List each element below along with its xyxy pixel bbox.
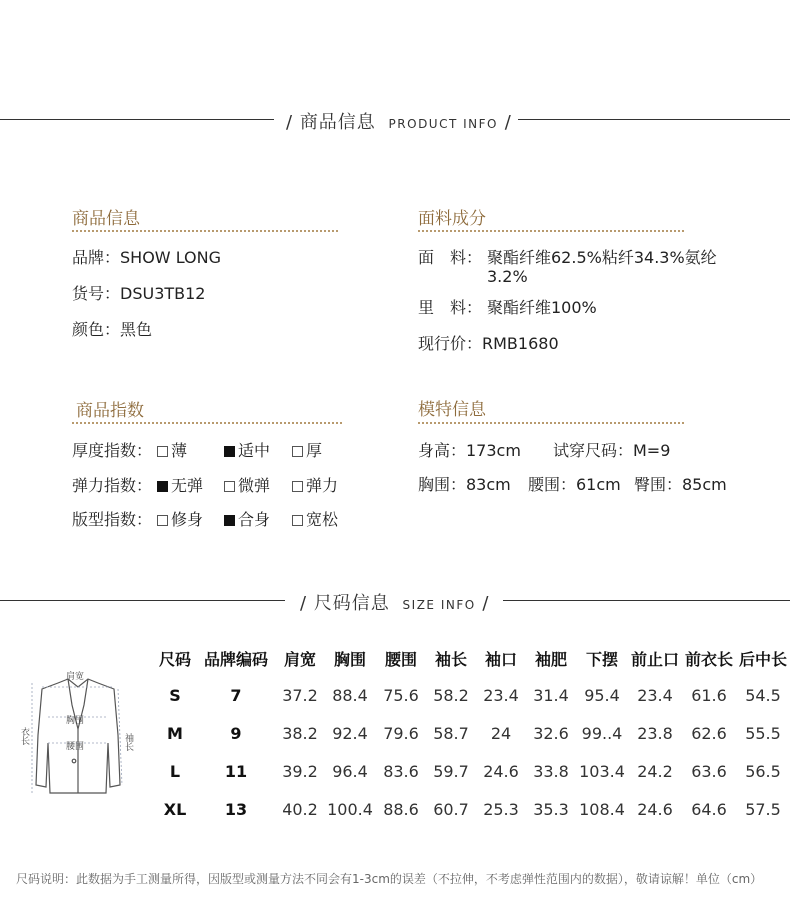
table-cell: 56.5 [745, 761, 781, 781]
thickness-opt-medium: 适中 [224, 438, 270, 461]
diagram-label-sleeve: 袖长 [123, 733, 133, 751]
table-cell: 96.4 [332, 761, 368, 781]
fit-opt-loose: 宽松 [292, 507, 338, 530]
table-cell: 24 [490, 723, 512, 743]
table-cell: 11 [224, 761, 248, 781]
col-hem: 下摆 [585, 649, 618, 669]
table-cell: 33.8 [533, 761, 569, 781]
table-cell: 63.6 [691, 761, 727, 781]
fit-opt-slim: 修身 [157, 507, 203, 530]
size-info-title: / 尺码信息 SIZE INFO / [300, 593, 490, 614]
divider-line-left [0, 119, 274, 120]
goods-sku: 货号：DSU3TB12 [72, 284, 206, 303]
table-cell: 13 [224, 799, 248, 819]
col-back-length: 后中长 [738, 649, 787, 669]
model-waist: 腰围：61cm [528, 475, 621, 494]
checkbox-checked-icon [224, 446, 235, 457]
table-cell: 58.2 [433, 685, 469, 705]
fabric-face-label: 面 料： [418, 248, 483, 267]
table-cell: 23.8 [637, 723, 673, 743]
table-cell: 25.3 [483, 799, 519, 819]
col-chest: 胸围 [333, 649, 366, 669]
current-price: 现行价：RMB1680 [418, 334, 559, 353]
col-cuff: 袖口 [484, 649, 517, 669]
table-cell: 35.3 [533, 799, 569, 819]
table-cell: M [167, 723, 183, 743]
fabric-face-value-cont: 3.2% [487, 267, 528, 286]
thickness-opt-thin: 薄 [157, 438, 187, 461]
diagram-label-waist: 腰围 [66, 742, 85, 752]
size-table [154, 640, 790, 828]
fabric-face-value: 聚酯纤维62.5%粘纤34.3%氨纶 [487, 248, 717, 267]
diagram-label-length: 衣长 [19, 727, 29, 745]
table-cell: 103.4 [579, 761, 625, 781]
table-cell: 31.4 [533, 685, 569, 705]
table-cell: 75.6 [383, 685, 419, 705]
model-dotted-rule [418, 422, 684, 424]
table-cell: 40.2 [282, 799, 318, 819]
table-cell: 23.4 [637, 685, 673, 705]
model-heading: 模特信息 [418, 400, 486, 420]
diagram-label-chest: 胸围 [66, 716, 85, 726]
thickness-opt-thick: 厚 [292, 438, 322, 461]
elasticity-opt-none: 无弹 [157, 473, 203, 496]
table-cell: L [169, 761, 181, 781]
table-cell: 100.4 [327, 799, 373, 819]
goods-color: 颜色：黑色 [72, 320, 153, 339]
checkbox-checked-icon [224, 515, 235, 526]
diagram-label-shoulder: 肩宽 [66, 672, 85, 682]
fabric-lining-label: 里 料： [418, 298, 483, 317]
elasticity-label: 弹力指数： [72, 476, 153, 495]
divider-line-right [518, 119, 790, 120]
goods-dotted-rule [72, 230, 338, 232]
table-cell: 37.2 [282, 685, 318, 705]
table-cell: S [169, 685, 181, 705]
table-cell: 58.7 [433, 723, 469, 743]
col-front-length: 前衣长 [684, 649, 733, 669]
table-cell: 79.6 [383, 723, 419, 743]
checkbox-icon [292, 446, 303, 457]
table-cell: 92.4 [332, 723, 368, 743]
model-hip: 臀围：85cm [634, 475, 727, 494]
size-note: 尺码说明：此数据为手工测量所得，因版型或测量方法不同会有1-3cm的误差（不拉伸，不考虑弹性范围内的数据），敬请谅解！单位（cm） [16, 872, 763, 886]
table-cell: 57.5 [745, 799, 781, 819]
table-cell: 99..4 [581, 723, 623, 743]
table-cell: 55.5 [745, 723, 781, 743]
divider-line-left [0, 600, 285, 601]
divider-line-right [503, 600, 790, 601]
col-sleeve-length: 袖长 [434, 649, 467, 669]
table-cell: 59.7 [433, 761, 469, 781]
col-waist: 腰围 [384, 649, 417, 669]
table-cell: XL [163, 799, 187, 819]
table-cell: 9 [230, 723, 242, 743]
index-heading: 商品指数 [76, 401, 144, 421]
col-front-placket: 前止口 [630, 649, 679, 669]
table-cell: 62.6 [691, 723, 727, 743]
table-cell: 24.6 [637, 799, 673, 819]
model-fit-size: 试穿尺码：M=9 [553, 441, 671, 460]
model-chest: 胸围：83cm [418, 475, 511, 494]
table-cell: 88.6 [383, 799, 419, 819]
checkbox-icon [292, 481, 303, 492]
table-cell: 60.7 [433, 799, 469, 819]
table-cell: 23.4 [483, 685, 519, 705]
fabric-dotted-rule [418, 230, 684, 232]
checkbox-icon [292, 515, 303, 526]
fit-label: 版型指数： [72, 510, 153, 529]
table-cell: 39.2 [282, 761, 318, 781]
thickness-label: 厚度指数： [72, 441, 153, 460]
goods-heading: 商品信息 [72, 209, 140, 229]
table-cell: 38.2 [282, 723, 318, 743]
model-height: 身高：173cm [418, 441, 521, 460]
elasticity-opt-stretch: 弹力 [292, 473, 338, 496]
index-dotted-rule [72, 422, 342, 424]
table-cell: 88.4 [332, 685, 368, 705]
col-brand-code: 品牌编码 [203, 649, 268, 669]
table-cell: 95.4 [584, 685, 620, 705]
table-row [154, 714, 790, 752]
jacket-measurement-diagram [16, 665, 140, 803]
table-cell: 108.4 [579, 799, 625, 819]
col-size: 尺码 [158, 649, 191, 669]
checkbox-checked-icon [157, 481, 168, 492]
product-info-title: / 商品信息 PRODUCT INFO / [286, 112, 512, 133]
table-row [154, 676, 790, 714]
col-shoulder: 肩宽 [283, 649, 316, 669]
product-info-divider [0, 108, 790, 132]
table-cell: 61.6 [691, 685, 727, 705]
size-table-header [154, 640, 790, 676]
table-cell: 64.6 [691, 799, 727, 819]
table-row [154, 790, 790, 828]
goods-brand: 品牌：SHOW LONG [72, 248, 221, 267]
table-cell: 24.2 [637, 761, 673, 781]
checkbox-icon [157, 446, 168, 457]
checkbox-icon [224, 481, 235, 492]
col-sleeve-width: 袖肥 [534, 649, 567, 669]
fabric-lining-value: 聚酯纤维100% [487, 298, 597, 317]
fit-opt-regular: 合身 [224, 507, 270, 530]
table-cell: 7 [230, 685, 242, 705]
table-cell: 83.6 [383, 761, 419, 781]
fabric-heading: 面料成分 [418, 209, 486, 229]
table-row [154, 752, 790, 790]
table-cell: 32.6 [533, 723, 569, 743]
table-cell: 54.5 [745, 685, 781, 705]
elasticity-opt-slight: 微弹 [224, 473, 270, 496]
size-info-divider [0, 589, 790, 613]
checkbox-icon [157, 515, 168, 526]
table-cell: 24.6 [483, 761, 519, 781]
